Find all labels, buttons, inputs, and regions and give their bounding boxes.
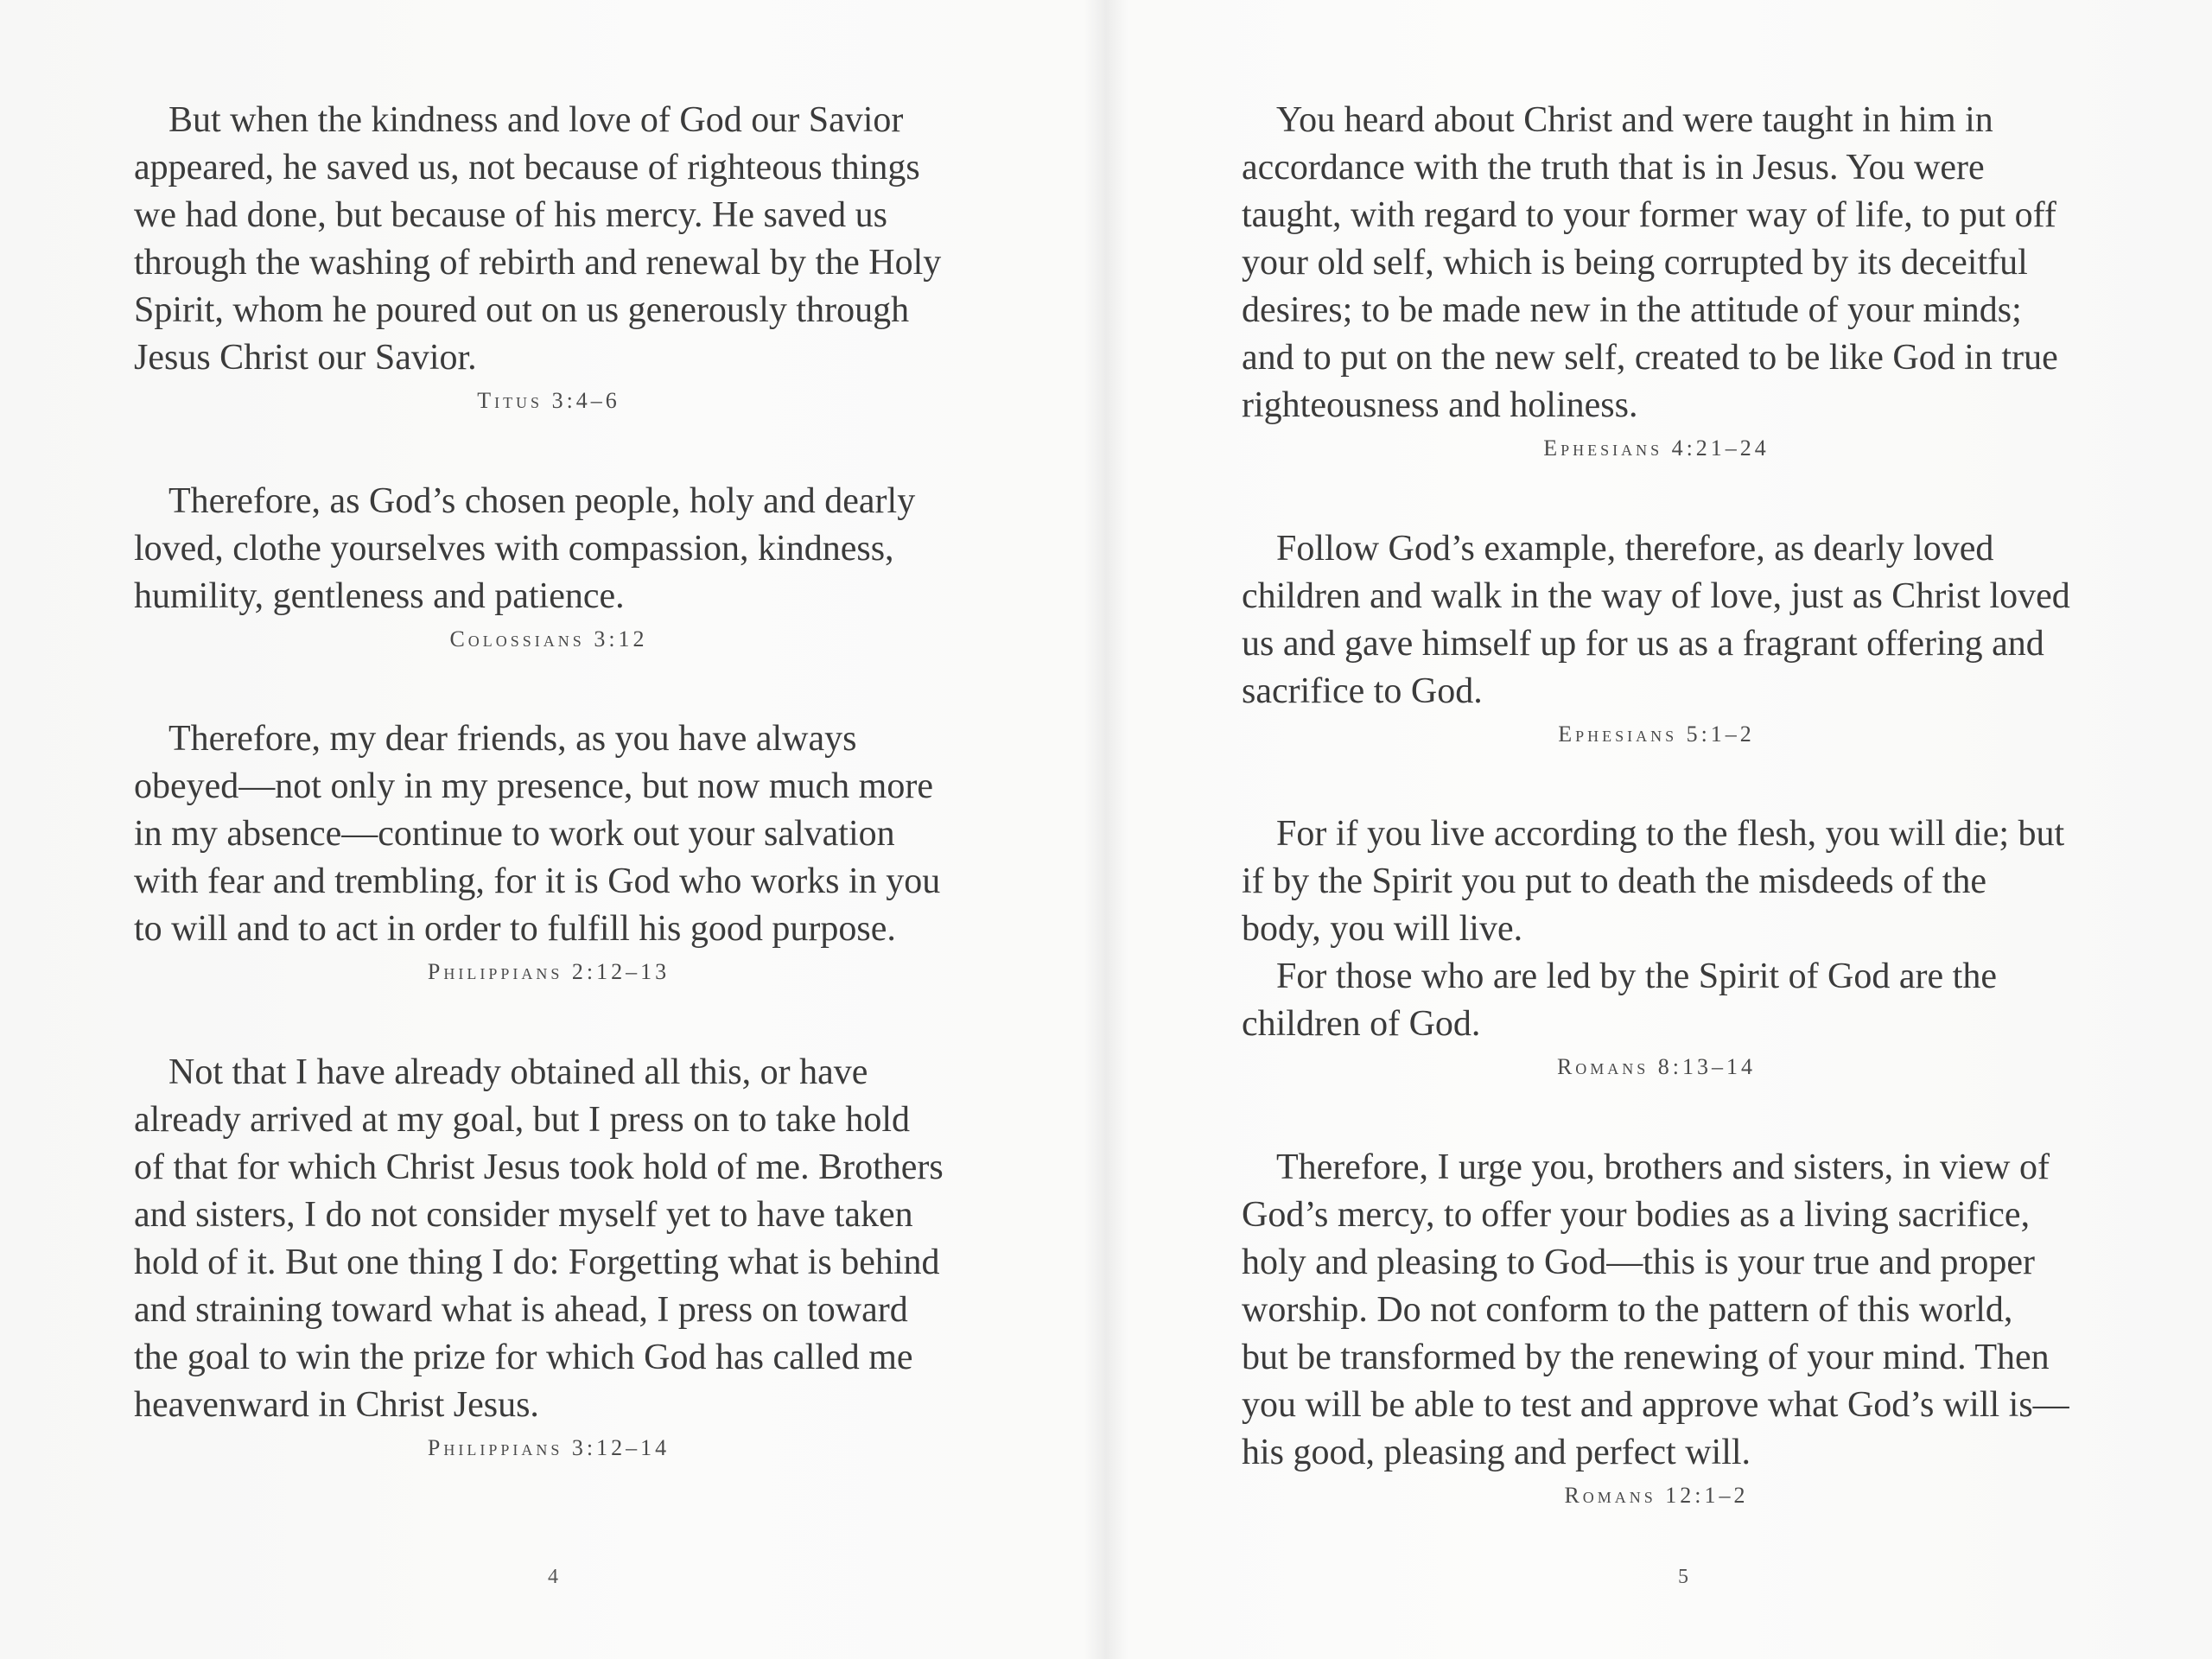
verse-text: You heard about Christ and were taught in him in accordance with the truth that is in Jesus. You were taught, with regard to your former way of life, to put off your old self, which is being corrupted by its deceitful desires; to be made new in the attitude of your minds; and to put on the new self, created to be like God in true righteousness and holiness.	[1242, 100, 2058, 425]
passage-philippians-2	[134, 715, 963, 988]
verse-reference: Romans 8:13–14	[1556, 1054, 1757, 1079]
verse-text: Therefore, my dear friends, as you have always obeyed—not only in my presence, but now much more in my absence—continue to work out your salvation with fear and trembling, for it is God who works in you to will and to act in order to fulfill his good purpose.	[134, 719, 941, 949]
verse-reference: Titus 3:4–6	[477, 388, 620, 413]
verse-text: But when the kindness and love of God our Savior appeared, he saved us, not because of righteous things we had done, but because of his mercy. He saved us through the washing of rebirth and renewal by the Holy Spirit, whom he poured out on us generously through Jesus Christ our Savior.	[134, 100, 942, 378]
verse-text: Therefore, as God’s chosen people, holy and dearly loved, clothe yourselves with compassion, kindness, humility, gentleness and patience.	[134, 481, 916, 616]
verse-text: Not that I have already obtained all this, or have already arrived at my goal, but I press on to take hold of that for which Christ Jesus took hold of me. Brothers and sisters, I do not consider myself yet to have taken hold of it. But one thing I do: Forgetting what is behind and straining toward what is ahead, I press on toward the goal to win the prize for which God has called me heavenward in Christ Jesus.	[134, 1052, 944, 1425]
passage-philippians-3	[134, 1049, 963, 1464]
verse-text-continued: For those who are led by the Spirit of God are the children of God.	[1242, 957, 1997, 1044]
verse-reference: Philippians 2:12–13	[427, 959, 671, 984]
passage-colossians	[134, 478, 963, 655]
passage-titus	[134, 97, 963, 416]
verse-reference: Ephesians 4:21–24	[1543, 435, 1770, 461]
page-number: 5	[1678, 1566, 1688, 1588]
verse-text: Follow God’s example, therefore, as dearly loved children and walk in the way of love, just as Christ loved us and gave himself up for us as a fragrant offering and sacrifice to God.	[1242, 529, 2070, 711]
verse-reference: Ephesians 5:1–2	[1558, 721, 1755, 747]
passage-romans-12	[1242, 1144, 2071, 1511]
page-number: 4	[548, 1566, 558, 1588]
passage-romans-8	[1242, 810, 2071, 1083]
passage-ephesians-4	[1242, 97, 2071, 464]
passage-ephesians-5	[1242, 525, 2071, 750]
verse-text: For if you live according to the flesh, you will die; but if by the Spirit you put to death the misdeeds of the body, you will live.	[1242, 814, 2065, 949]
verse-text: Therefore, I urge you, brothers and sisters, in view of God’s mercy, to offer your bodies as a living sacrifice, holy and pleasing to God—this is your true and proper worship. Do not conform to the pattern of this world, but be transformed by the renewing of your mind. Then you will be able to test and approve what God’s will is— his good, pleasing and perfect will.	[1242, 1147, 2069, 1472]
verse-reference: Philippians 3:12–14	[427, 1435, 671, 1460]
verse-reference: Colossians 3:12	[449, 626, 648, 652]
verse-reference: Romans 12:1–2	[1564, 1483, 1749, 1508]
right-page	[1106, 0, 2212, 1659]
